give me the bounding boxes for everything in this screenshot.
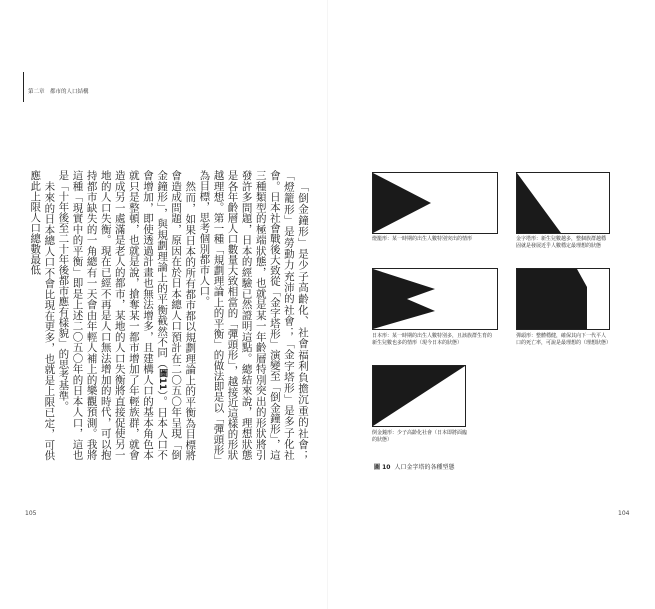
figure-panel-pyramid	[516, 172, 610, 234]
bullet-shape	[517, 269, 609, 329]
double-peak-shape	[373, 269, 497, 329]
paragraph-2: 然而，如果日本的所有都市都以規劃理論上的平衡為目標將會造成問題，原因在於日本總人口預計在二〇五〇年呈現「倒金鐘形」，與規劃理論上的平衡截然不同（圖11）。日本人口不會增加，即使透過計畫也無法增多，且建構人口的基本角色本就只是整頓，也就是說，搶奪某一都市增加了年輕族群，就會造成另一處滿是老人的都市，某地的人口失衡將直接促使另一地的人口失衡。現在已經不再是人口無法增加的時代，可以抱持都市缺失的一角總有一天會由年輕人補上的樂觀預測。我將這種「現實中的平衡」即是上述二〇五〇年的日本人口，這也是「十年後至二十年後都市應有樣貌」的思考基準。	[57, 170, 197, 461]
chapter-header: 第二章 都市的人口結構	[28, 89, 89, 95]
paragraph-1: 「倒金鐘形」是少子高齡化、社會福利負擔沉重的社會；「燈籠形」是勞動力充沛的社會；「金字塔形」是多子化社會。日本社會戰後大致從「金字塔形」演變至「倒金鐘形」，這三種類型的極端狀態，也就是某一年齡層特別突出的形狀將引發許多問題，日本的經驗已然證明這點。總結來說，理想狀態是各年齡層人口數量大致相當的「彈頭形」，越接近這樣的形狀越理想。第一種「規劃理論上的平衡」的做法即是以「彈頭形」為目標，思考個別都市人口。	[198, 170, 309, 460]
figure-title-text: 人口金字塔的各種型態	[394, 464, 455, 471]
figure-panel-inverted-bell	[372, 365, 466, 427]
lantern-shape	[373, 173, 497, 233]
figure-panel-bullet	[516, 268, 610, 330]
header-rule	[23, 72, 24, 102]
caption-lantern: 燈籠形：某一時期的出生人數特別突出的情形	[372, 236, 473, 242]
page-number-left: 105	[25, 510, 37, 517]
caption-pyramid: 金字塔形：新生兒數越多，整個族群越穩固就是發展近乎人數穩定最理想的狀態	[516, 236, 607, 249]
caption-double-peak: 日本形：某一時期的出生人數特別多，且該族群生育的新生兒數也多的情形（現今日本的狀態）	[372, 333, 493, 346]
figure-title	[374, 462, 454, 471]
vertical-body-text	[29, 170, 310, 461]
figure-number: 圖 10	[374, 464, 391, 471]
page-number-right: 104	[618, 510, 630, 517]
caption-inverted-bell: 倒金鐘形：少子高齡化社會（日本即將面臨的狀態）	[372, 430, 468, 443]
pyramid-shape	[517, 173, 609, 233]
paragraph-3: 未來的日本總人口不會比現在更多，也就是上限已定，可供應此上限人口總數最低	[29, 170, 56, 460]
page-gutter	[327, 0, 328, 609]
figure-panel-lantern	[372, 172, 498, 234]
caption-bullet: 彈頭形：整體穩健，確保其向下一代平人口的死亡率，可說是最理想的（理想狀態）	[516, 333, 612, 346]
figure-panel-double-peak	[372, 268, 498, 330]
figure-reference: 圖11	[157, 368, 168, 391]
inverted-bell-shape	[373, 366, 465, 426]
